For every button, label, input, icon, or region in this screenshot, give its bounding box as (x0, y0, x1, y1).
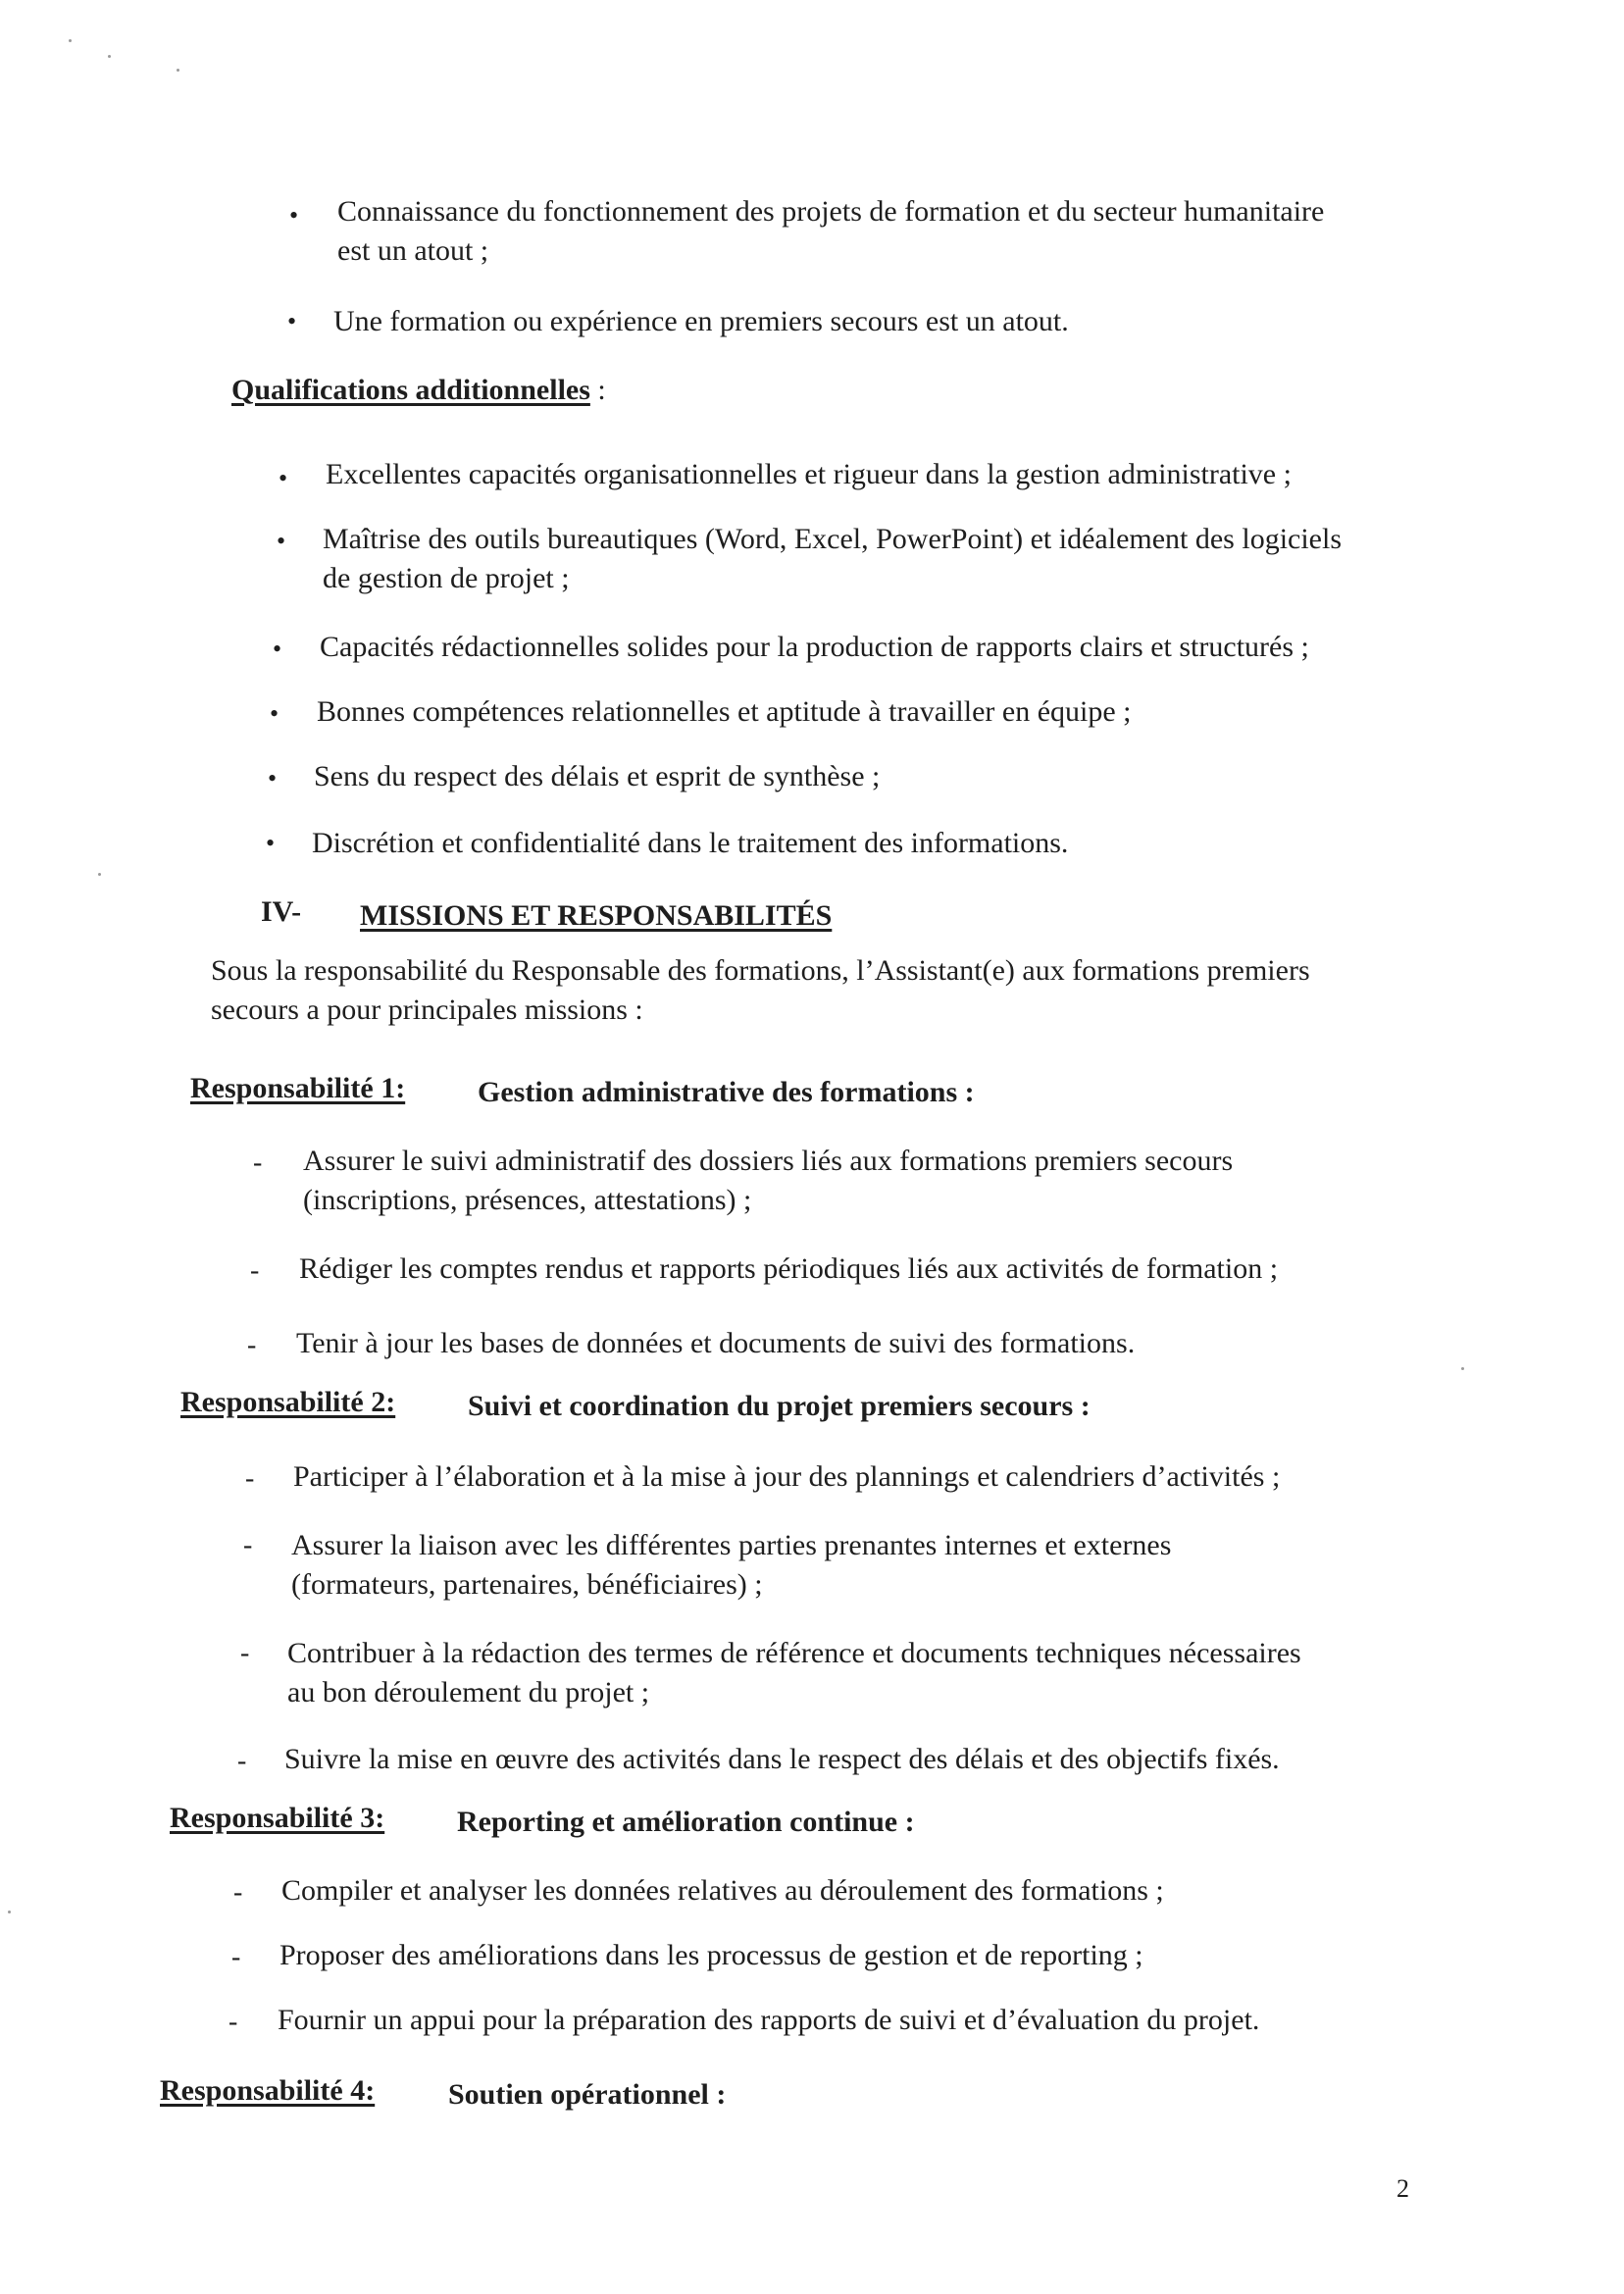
dash-marker: - (237, 1746, 247, 1776)
qualification-item: Maîtrise des outils bureautiques (Word, Excel, PowerPoint) et idéalement des logiciels de gestion de projet ; (323, 523, 1342, 594)
qualification-item: Excellentes capacités organisationnelles et rigueur dans la gestion administrative ; (326, 458, 1292, 490)
scan-speck (69, 39, 72, 42)
responsibility-label: Responsabilité 3: (170, 1802, 385, 1834)
bullet-item: Connaissance du fonctionnement des projets de formation et du secteur humanitaire est un atout ; (337, 195, 1325, 267)
responsibility-item: Rédiger les comptes rendus et rapports périodiques liés aux activités de formation ; (299, 1252, 1279, 1285)
responsibility-label: Responsabilité 1: (190, 1072, 406, 1104)
bullet-marker: • (277, 527, 286, 555)
dash-marker: - (228, 2007, 238, 2037)
bullet-marker: • (287, 307, 297, 335)
qualification-item: Discrétion et confidentialité dans le traitement des informations. (312, 827, 1069, 859)
section-title: MISSIONS ET RESPONSABILITÉS (360, 899, 833, 932)
bullet-marker: • (273, 635, 282, 663)
dash-marker: - (243, 1530, 253, 1560)
responsibility-item: Proposer des améliorations dans les processus de gestion et de reporting ; (279, 1939, 1143, 1971)
dash-marker: - (233, 1877, 243, 1908)
dash-marker: - (231, 1942, 241, 1972)
responsibility-item: Assurer la liaison avec les différentes parties prenantes internes et externes (formateurs, partenaires, bénéficiaires) ; (291, 1529, 1172, 1601)
scan-speck (8, 1911, 11, 1913)
responsibility-title: Soutien opérationnel : (448, 2078, 727, 2111)
bullet-marker: • (279, 464, 288, 492)
qualifications-heading: Qualifications additionnelles : (231, 374, 606, 406)
dash-marker: - (247, 1330, 257, 1360)
responsibility-item: Assurer le suivi administratif des dossiers liés aux formations premiers secours (inscriptions, présences, attestations) ; (303, 1145, 1234, 1216)
responsibility-title: Gestion administrative des formations : (478, 1076, 975, 1108)
qualification-item: Sens du respect des délais et esprit de synthèse ; (314, 760, 881, 792)
section-intro: Sous la responsabilité du Responsable des formations, l’Assistant(e) aux formations premiers secours a pour principales missions : (211, 954, 1310, 1026)
bullet-marker: • (266, 829, 276, 857)
responsibility-item: Tenir à jour les bases de données et documents de suivi des formations. (296, 1327, 1136, 1359)
bullet-marker: • (270, 699, 279, 728)
dash-marker: - (253, 1147, 263, 1178)
qualification-item: Capacités rédactionnelles solides pour la production de rapports clairs et structurés ; (320, 631, 1309, 663)
responsibility-title: Reporting et amélioration continue : (457, 1806, 915, 1838)
qualification-item: Bonnes compétences relationnelles et aptitude à travailler en équipe ; (317, 695, 1132, 728)
dash-marker: - (250, 1255, 260, 1286)
scan-speck (108, 55, 111, 58)
responsibility-item: Fournir un appui pour la préparation des rapports de suivi et d’évaluation du projet. (278, 2004, 1260, 2036)
responsibility-label: Responsabilité 2: (180, 1386, 396, 1418)
dash-marker: - (240, 1638, 250, 1668)
bullet-item: Une formation ou expérience en premiers secours est un atout. (333, 305, 1069, 337)
responsibility-item: Suivre la mise en œuvre des activités dans le respect des délais et des objectifs fixés. (284, 1743, 1280, 1775)
responsibility-item: Compiler et analyser les données relatives au déroulement des formations ; (281, 1874, 1164, 1907)
responsibility-item: Participer à l’élaboration et à la mise à jour des plannings et calendriers d’activités ; (293, 1460, 1281, 1493)
responsibility-label: Responsabilité 4: (160, 2074, 376, 2107)
dash-marker: - (245, 1463, 255, 1494)
bullet-marker: • (289, 201, 299, 229)
responsibility-item: Contribuer à la rédaction des termes de référence et documents techniques nécessaires au bon déroulement du projet ; (287, 1637, 1301, 1708)
section-number: IV- (261, 895, 302, 928)
page-number: 2 (1396, 2174, 1409, 2203)
scan-speck (1461, 1367, 1464, 1370)
scan-speck (177, 69, 179, 72)
responsibility-title: Suivi et coordination du projet premiers secours : (468, 1390, 1091, 1422)
bullet-marker: • (268, 764, 278, 792)
scan-speck (98, 873, 101, 876)
